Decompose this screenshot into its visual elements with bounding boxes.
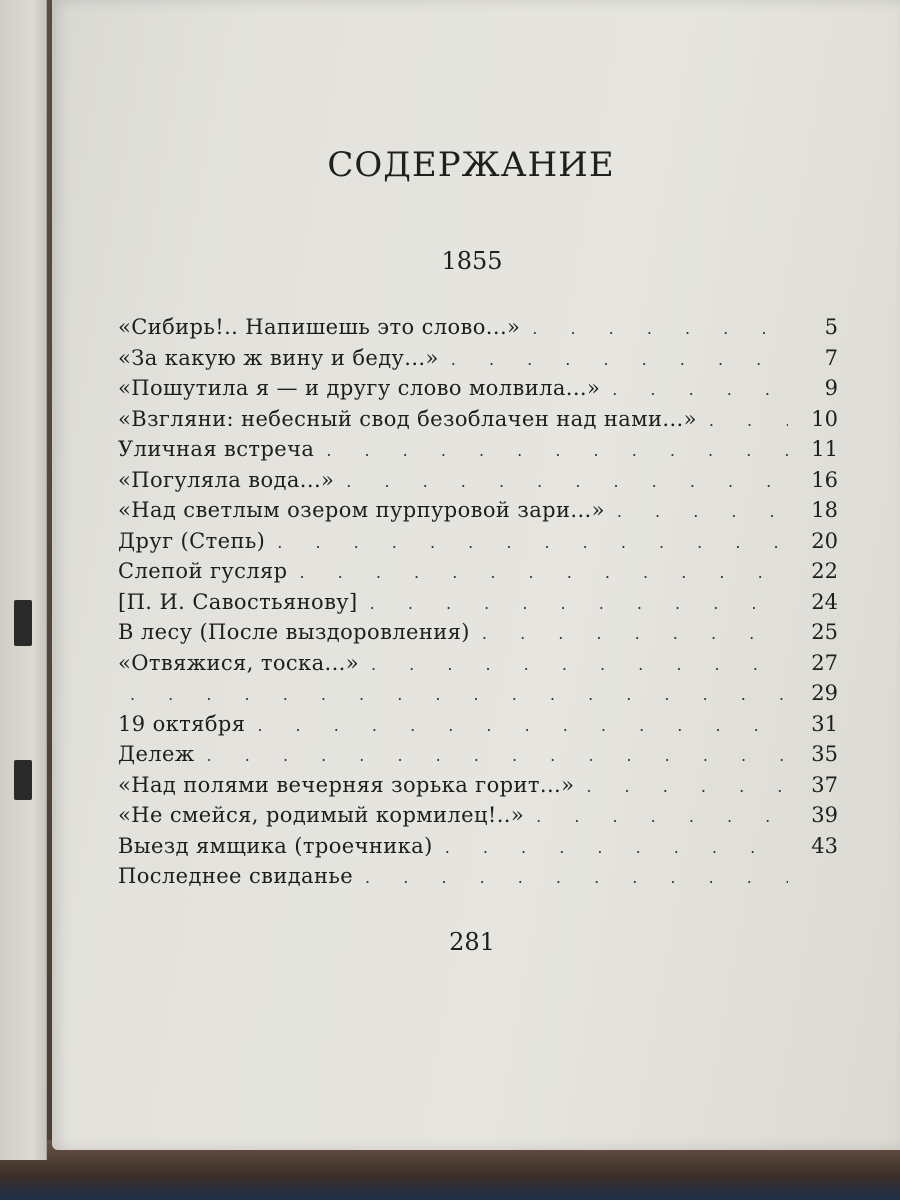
- book-spine: [0, 0, 47, 1160]
- toc-entry: [118, 831, 838, 862]
- entry-title: Слепой гусляр: [118, 559, 288, 583]
- entry-title: [П. И. Савостьянову]: [118, 589, 358, 614]
- toc-entry: [118, 465, 838, 496]
- entry-page-number: 5: [824, 315, 838, 339]
- entry-title: «Пошутила я — и другу слово молвила...»: [118, 376, 601, 400]
- toc-entry: [118, 434, 838, 465]
- entry-title: «Над полями вечерняя зорька горит...»: [118, 772, 575, 797]
- entry-page-number: 39: [811, 803, 838, 827]
- dot-leader: [365, 863, 788, 894]
- entry-title: «Взгляни: небесный свод безоблачен над нами...»: [118, 406, 697, 431]
- dot-leader: [346, 467, 788, 498]
- dot-leader: [586, 772, 788, 803]
- entry-title: «Погуляла вода...»: [118, 467, 335, 492]
- toc-entry: [118, 587, 838, 618]
- entry-title: «Над светлым озером пурпуровой зари...»: [118, 498, 605, 522]
- entry-page-number: 29: [811, 681, 838, 705]
- toc-entry: [118, 648, 838, 679]
- toc-entry: [118, 800, 838, 831]
- dot-leader: [532, 314, 788, 345]
- dot-leader: [536, 802, 788, 833]
- entry-page-number: 7: [824, 345, 838, 370]
- toc-entry: [118, 678, 838, 709]
- entry-title: «Сибирь!.. Напишешь это слово...»: [118, 315, 521, 339]
- entry-page-number: 27: [811, 650, 838, 675]
- toc-entry: [118, 861, 838, 892]
- toc-entry: [118, 617, 838, 648]
- entry-title: «За какую ж вину и беду...»: [118, 345, 439, 370]
- entry-title: Уличная встреча: [118, 437, 315, 461]
- dot-leader: [130, 680, 788, 711]
- entry-page-number: 31: [811, 711, 838, 736]
- entry-page-number: 20: [811, 528, 838, 553]
- spine-mark-bottom: [14, 760, 32, 800]
- entry-page-number: 16: [811, 467, 838, 492]
- dot-leader: [612, 375, 788, 406]
- dot-leader: [709, 406, 788, 437]
- entry-title: В лесу (После выздоровления): [118, 620, 470, 644]
- entry-page-number: 22: [811, 559, 838, 583]
- entry-title: Друг (Степь): [118, 528, 266, 553]
- toc-entry: [118, 556, 838, 587]
- toc-entry: [118, 373, 838, 404]
- dot-leader: [277, 528, 788, 559]
- section-year: 1855: [441, 247, 503, 275]
- entry-page-number: 37: [811, 772, 838, 797]
- entry-page-number: 18: [811, 498, 838, 522]
- entry-page-number: 35: [811, 742, 838, 766]
- toc-entry: [118, 343, 838, 374]
- entry-page-number: 10: [811, 406, 838, 431]
- entry-page-number: 25: [811, 620, 838, 644]
- entry-page-number: 43: [811, 833, 838, 858]
- entry-title: Последнее свиданье: [118, 864, 354, 888]
- entry-page-number: 9: [824, 376, 838, 400]
- table-of-contents: [118, 312, 838, 892]
- entry-title: Дележ: [118, 742, 195, 766]
- book-page: [52, 0, 900, 1150]
- entry-page-number: 11: [811, 437, 838, 461]
- page-title: СОДЕРЖАНИЕ: [327, 145, 615, 185]
- toc-entry: [118, 770, 838, 801]
- dot-leader: [257, 711, 788, 742]
- toc-entry: [118, 709, 838, 740]
- dot-leader: [617, 497, 788, 528]
- page-number: 281: [449, 928, 495, 956]
- toc-entry: [118, 404, 838, 435]
- entry-title: «Отвяжися, тоска...»: [118, 650, 359, 675]
- entry-title: 19 октября: [118, 711, 246, 736]
- dot-leader: [445, 833, 788, 864]
- entry-page-number: 24: [811, 589, 838, 614]
- toc-entry: [118, 495, 838, 526]
- dot-leader: [370, 589, 788, 620]
- spine-mark-top: [14, 600, 32, 646]
- toc-entry: [118, 526, 838, 557]
- entry-title: «Не смейся, родимый кормилец!..»: [118, 803, 525, 827]
- dot-leader: [207, 741, 788, 772]
- dot-leader: [300, 558, 789, 589]
- entry-title: Выезд ямщика (троечника): [118, 833, 433, 858]
- toc-entry: [118, 739, 838, 770]
- dot-leader: [451, 345, 788, 376]
- dot-leader: [371, 650, 788, 681]
- dot-leader: [482, 619, 788, 650]
- dot-leader: [326, 436, 788, 467]
- toc-entry: [118, 312, 838, 343]
